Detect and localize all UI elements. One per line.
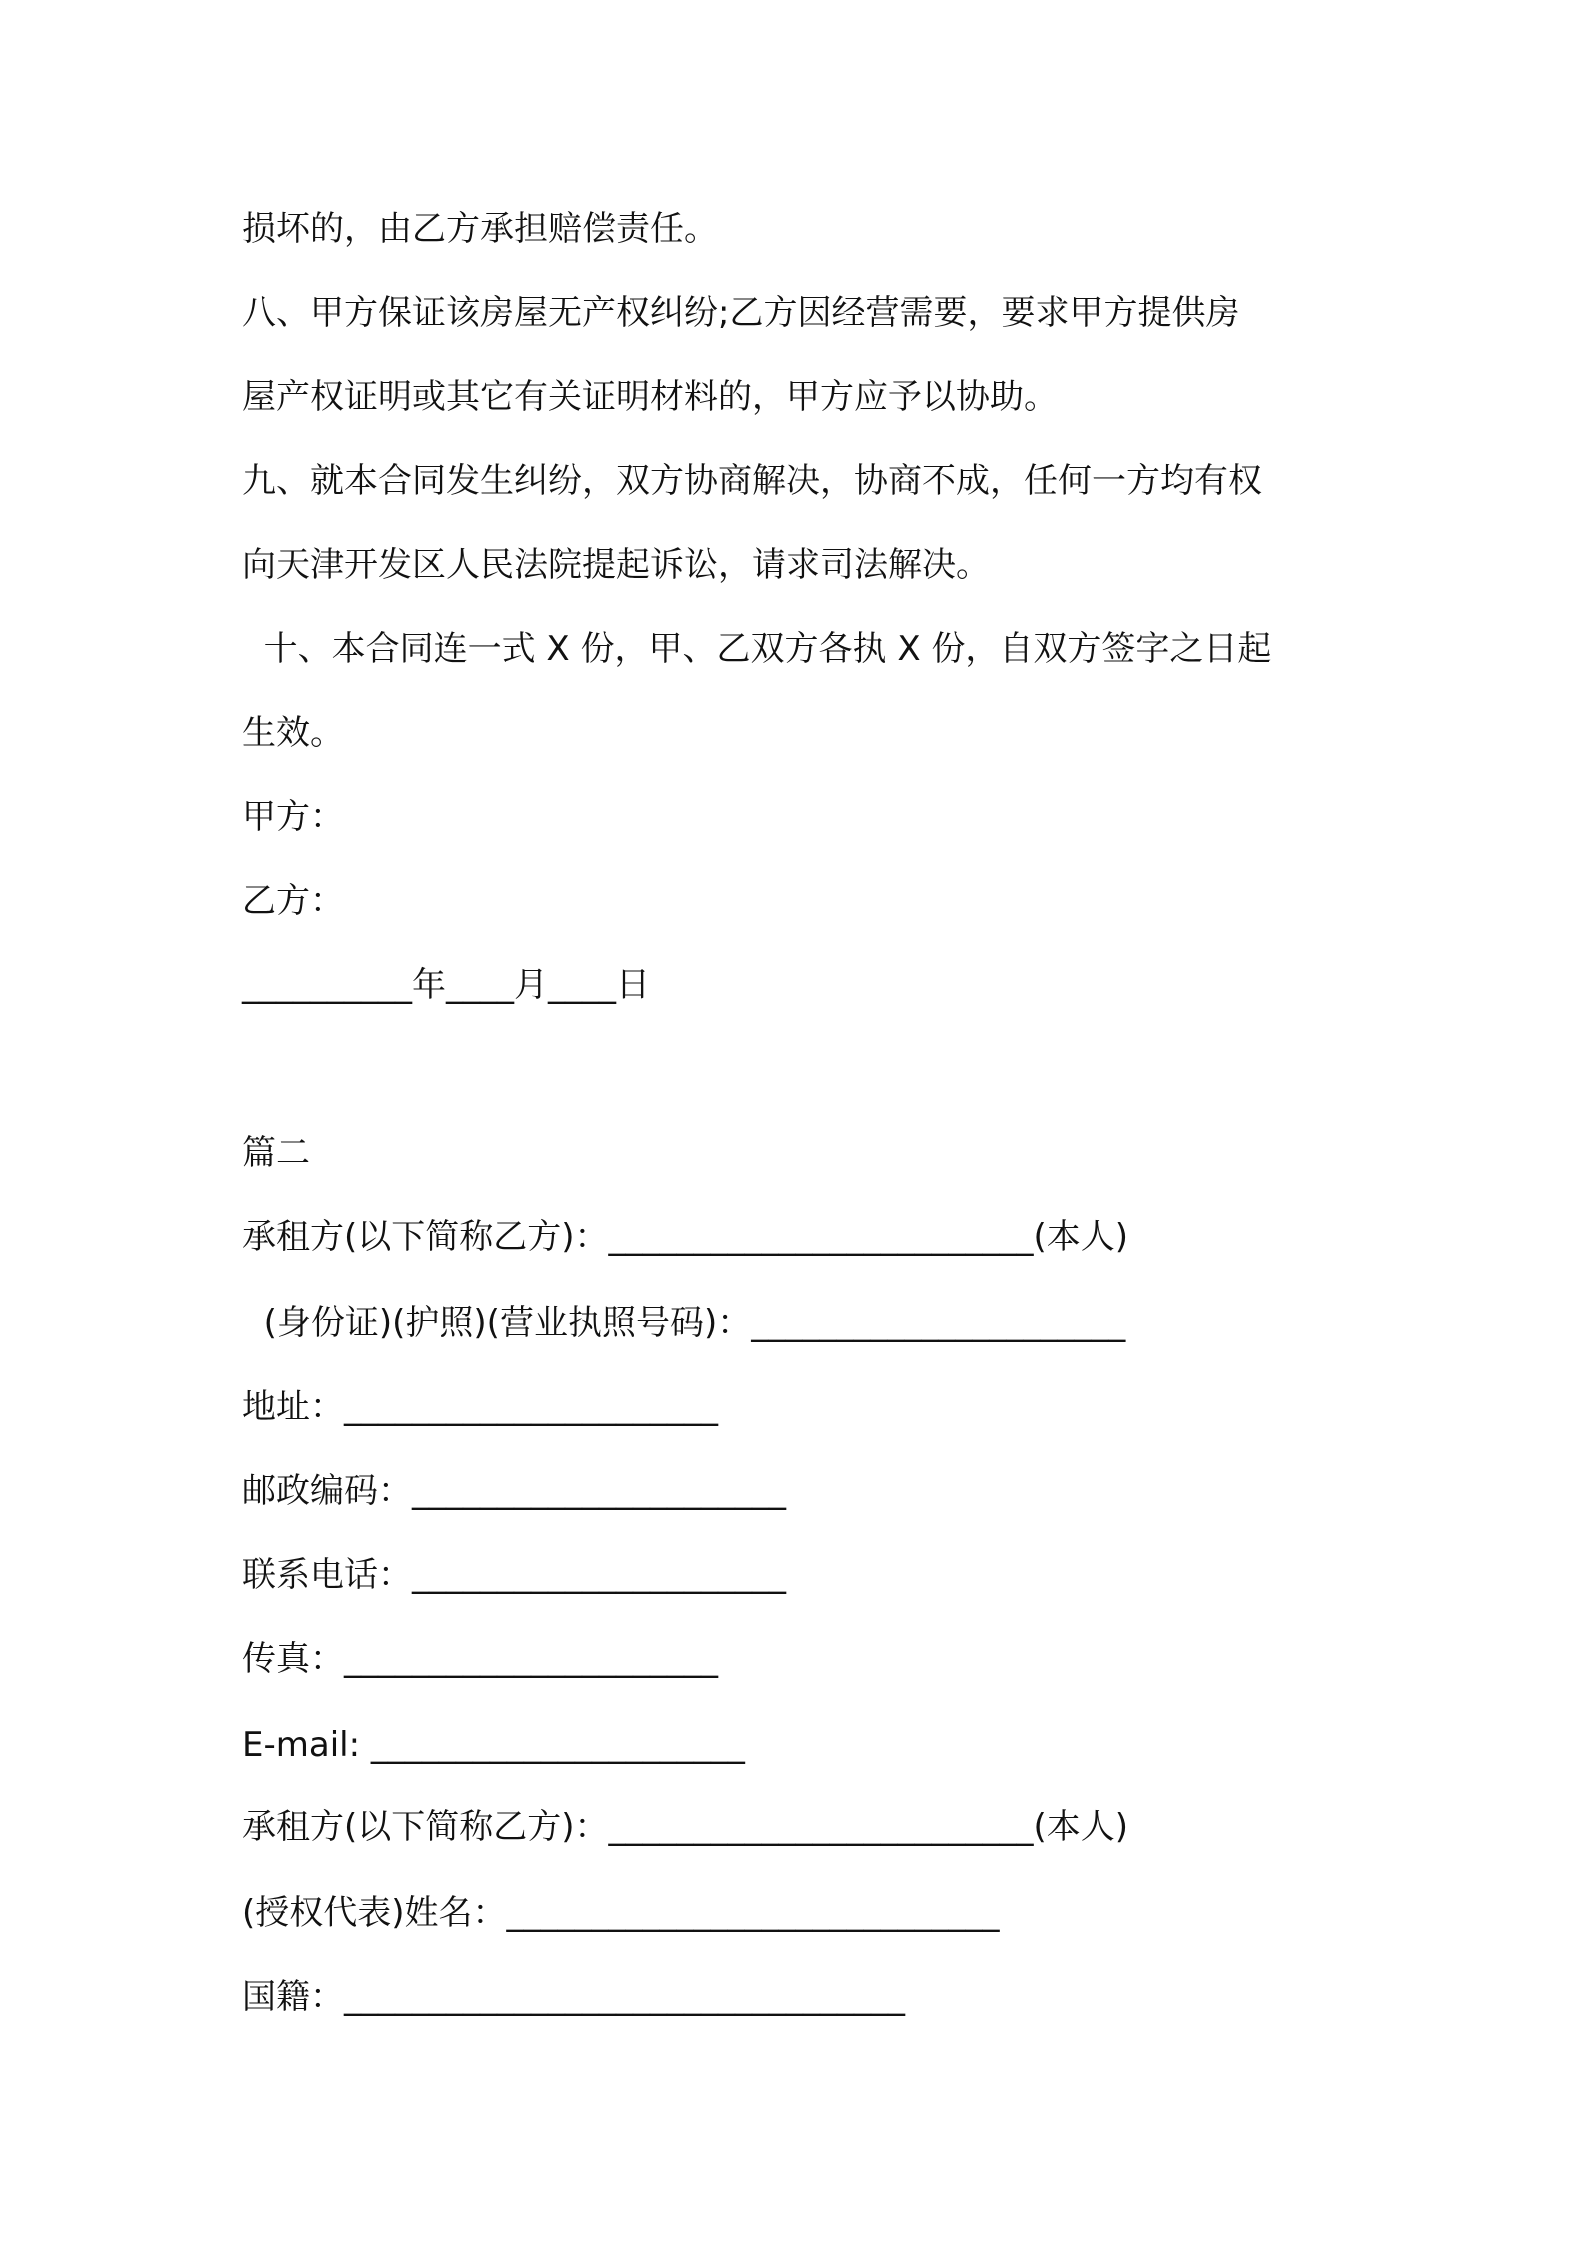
clause-eight-line-2: 屋产权证明或其它有关证明材料的，甲方应予以协助。 bbox=[242, 377, 1058, 417]
id-number-line: (身份证)(护照)(营业执照号码)：______________________ bbox=[242, 1303, 1126, 1343]
lessee-line: 承租方(以下简称乙方)：_________________________(本人) bbox=[242, 1217, 1129, 1257]
paragraph-line: 损坏的，由乙方承担赔偿责任。 bbox=[242, 209, 718, 249]
clause-eight-line-1: 八、甲方保证该房屋无产权纠纷;乙方因经营需要，要求甲方提供房 bbox=[242, 293, 1240, 333]
date-line: __________年____月____日 bbox=[242, 965, 650, 1005]
email-line: E-mail: ______________________ bbox=[242, 1725, 745, 1765]
fax-line: 传真：______________________ bbox=[242, 1639, 718, 1679]
clause-nine-line-1: 九、就本合同发生纠纷，双方协商解决，协商不成，任何一方均有权 bbox=[242, 461, 1262, 501]
clause-nine-line-2: 向天津开发区人民法院提起诉讼，请求司法解决。 bbox=[242, 545, 990, 585]
address-line: 地址：______________________ bbox=[242, 1387, 718, 1427]
clause-ten-line-2: 生效。 bbox=[242, 713, 344, 753]
party-a-label: 甲方： bbox=[242, 797, 344, 837]
phone-line: 联系电话：______________________ bbox=[242, 1555, 786, 1595]
party-b-label: 乙方： bbox=[242, 881, 344, 921]
lessee-line-2: 承租方(以下简称乙方)：_________________________(本人) bbox=[242, 1807, 1129, 1847]
clause-ten-line-1: 十、本合同连一式 X 份，甲、乙双方各执 X 份，自双方签字之日起 bbox=[242, 629, 1272, 669]
postal-code-line: 邮政编码：______________________ bbox=[242, 1471, 786, 1511]
representative-name-line: (授权代表)姓名：_____________________________ bbox=[242, 1893, 1000, 1933]
section-heading: 篇二 bbox=[242, 1133, 310, 1173]
nationality-line: 国籍：_________________________________ bbox=[242, 1977, 905, 2017]
